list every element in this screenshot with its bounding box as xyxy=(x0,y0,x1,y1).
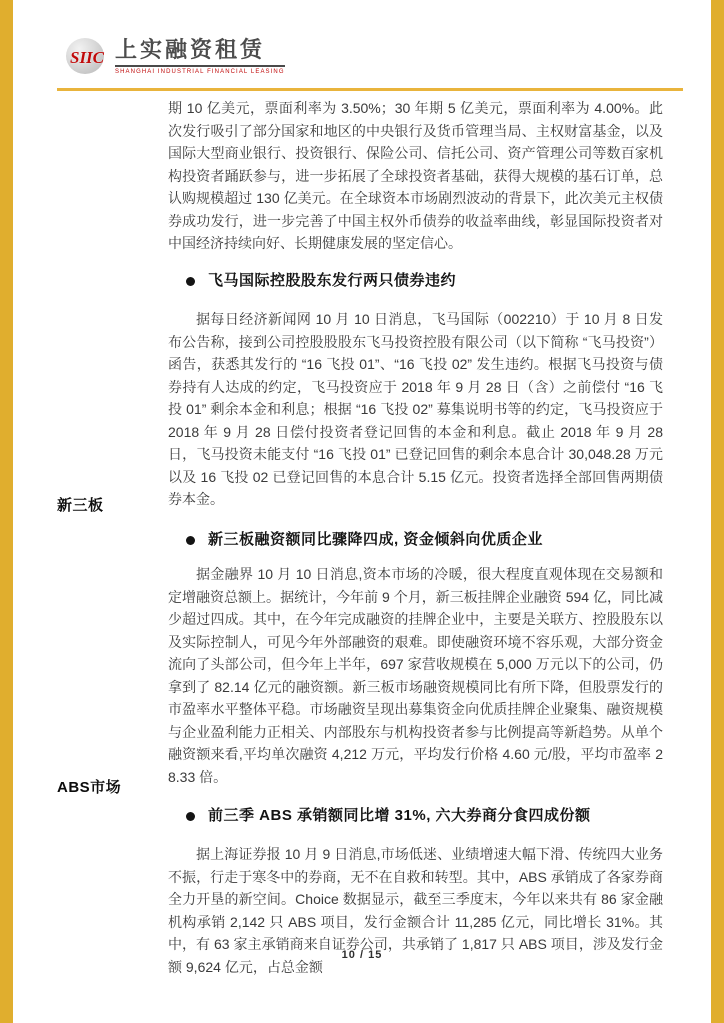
section-header-neeq: 新三板 xyxy=(57,497,104,514)
bullet-heading-label: 飞马国际控股股东发行两只债券违约 xyxy=(208,272,457,289)
bullet-heading-label: 前三季 ABS 承销额同比增 31%, 六大券商分食四成份额 xyxy=(208,807,591,824)
page-edge-left xyxy=(0,0,13,1023)
siic-wordmark: SIIC xyxy=(69,48,105,67)
bullet-icon xyxy=(186,536,195,545)
bullet-icon xyxy=(186,812,195,821)
bullet-heading-neeq-financing xyxy=(186,530,543,550)
section-header-abs: ABS市场 xyxy=(57,779,122,796)
bullet-heading-label: 新三板融资额同比骤降四成, 资金倾斜向优质企业 xyxy=(208,531,543,548)
page-edge-right xyxy=(711,0,724,1023)
header-divider xyxy=(57,88,683,91)
page-number: 10 / 15 xyxy=(341,949,383,961)
company-logo xyxy=(64,36,285,76)
company-name-en: SHANGHAI INDUSTRIAL FINANCIAL LEASING xyxy=(115,68,285,75)
bullet-icon xyxy=(186,277,195,286)
bullet-heading-feima-default xyxy=(186,271,456,291)
paragraph-neeq-financing: 据金融界 10 月 10 日消息,资本市场的冷暖，很大程度直观体现在交易额和定增融资总额上。据统计，今年前 9 个月，新三板挂牌企业融资 594 亿，同比减少超过四成。其中，在今年完成融资的挂牌企业中，主要是关联方、控股股东以及实际控制人，可见今年外部融资的艰难。即使融资环境不容乐观，大部分资金流向了头部公司，但今年上半年，697 家营收规模在 5,000 万元以下的公司，仍拿到了 82.14 亿元的融资额。新三板市场融资规模同比有所下降，但股票发行的市盈率水平整体平稳。市场融资呈现出募集资金向优质挂牌企业聚集、融资规模与企业盈利能力正相关、内部股东与机构投资者参与比例提高等新趋势。从单个融资额来看,平均单次融资 4,212 万元，平均发行价格 4.60 元/股，平均市盈率 28.33 倍。 xyxy=(168,566,663,785)
siic-globe-icon xyxy=(64,36,108,76)
paragraph-feima-default: 据每日经济新闻网 10 月 10 日消息，飞马国际（002210）于 10 月 8 日发布公告称，接到公司控股股股东飞马投资控股有限公司（以下简称 “飞马投资”）函告，获悉其发行的 “16 飞投 01”、“16 飞投 02” 发生违约。根据飞马投资与债券持有人达成的约定，飞马投资应于 2018 年 9 月 28 日（含）之前偿付 “16 飞投 01” 剩余本金和利息；根据 “16 飞投 02” 募集说明书等的约定，飞马投资应于 2018 年 9 月 28 日偿付投资者登记回售的本金和利息。截止 2018 年 9 月 28 日，飞马投资未能支付 “16 飞投 01” 已登记回售的剩余本息合计 30,048.28 万元以及 16 飞投 02 已登记回售的本息合计 5.15 亿元。投资者选择全部回售两期债券本金。 xyxy=(168,311,663,507)
company-name-cn: 上实融资租赁 xyxy=(115,38,285,67)
bullet-heading-abs-underwriting xyxy=(186,806,591,826)
paragraph-abs-underwriting: 据上海证券报 10 月 9 日消息,市场低迷、业绩增速大幅下滑、传统四大业务不振，行走于寒冬中的券商，无不在自救和转型。其中，ABS 承销成了各家券商全力开垦的新空间。Choice 数据显示，截至三季度末，今年以来共有 86 家金融机构承销 2,142 只 ABS 项目，发行金额合计 11,285 亿元，同比增长 31%。其中，有 63 家主承销商来自证券公司，共承销了 1,817 只 ABS 项目，涉及发行金额 9,624 亿元，占总金额 xyxy=(168,846,663,975)
paragraph-sovereign-bond: 期 10 亿美元，票面利率为 3.50%；30 年期 5 亿美元，票面利率为 4.00%。此次发行吸引了部分国家和地区的中央银行及货币管理当局、主权财富基金，以及国际大型商业银行、投资银行、保险公司、信托公司、资产管理公司等数百家机构投资者踊跃参与，进一步拓展了全球投资者基础，获得大规模的基石订单，总认购规模超过 130 亿美元。在全球资本市场剧烈波动的背景下，此次美元主权债券成功发行，进一步完善了中国主权外币债券的收益率曲线，彰显国际投资者对中国经济持续向好、长期健康发展的坚定信心。 xyxy=(168,100,663,251)
